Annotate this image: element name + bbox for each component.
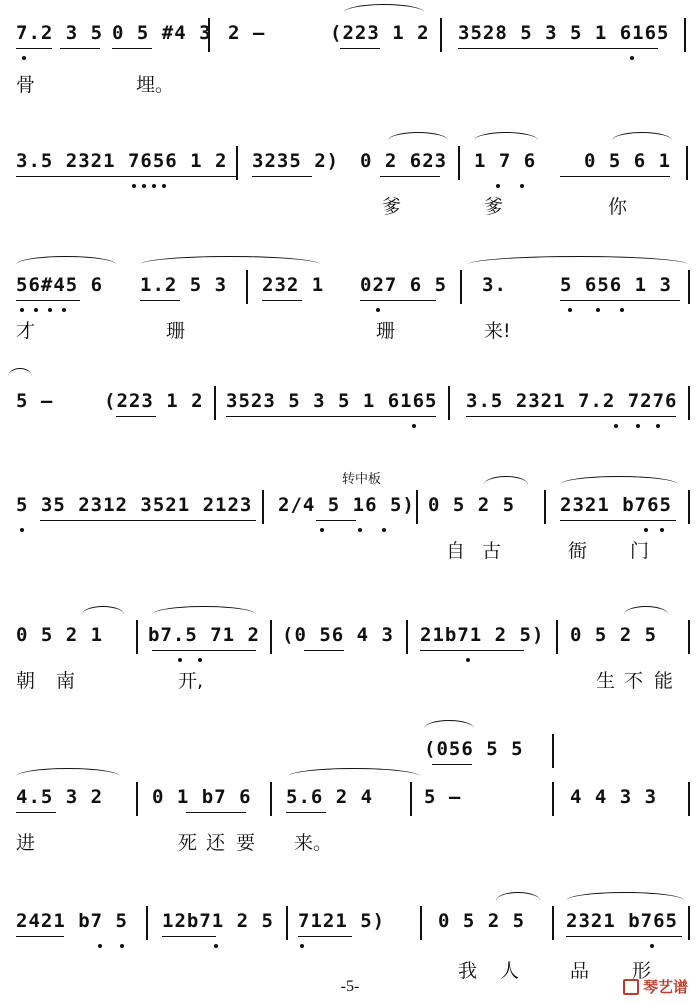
- lyric: 不: [624, 670, 644, 692]
- measure: 5.6 2 4: [286, 786, 374, 808]
- watermark-text: 琴艺谱: [642, 979, 688, 996]
- lyric: 还: [206, 832, 226, 854]
- measure: 2321 b765: [560, 494, 672, 516]
- lyric: 形: [632, 960, 652, 982]
- measure: (223 1 2: [104, 390, 204, 412]
- measure: (0 56 4 3: [282, 624, 394, 646]
- lyric: 你: [608, 196, 628, 218]
- tempo-marking: 转中板: [342, 472, 382, 487]
- lyric: 珊: [376, 320, 396, 342]
- measure: 0 2 623: [360, 150, 448, 172]
- lyric: 要: [236, 832, 256, 854]
- lyric: 珊: [166, 320, 186, 342]
- measure: 0 5 #4 3: [112, 22, 212, 44]
- lyric: 骨: [16, 74, 36, 96]
- lyric: 门: [630, 540, 650, 562]
- measure: 7121 5): [298, 910, 386, 932]
- measure: 12b71 2 5: [162, 910, 274, 932]
- lyric: 衙: [568, 540, 588, 562]
- measure: (223 1 2: [330, 22, 430, 44]
- site-watermark: [623, 976, 688, 997]
- measure: 2 –: [228, 22, 266, 44]
- measure: 232 1: [262, 274, 325, 296]
- lyric: 开,: [178, 670, 204, 692]
- measure: 7.2 3 5: [16, 22, 104, 44]
- lyric: 爹: [382, 196, 402, 218]
- measure: 3523 5 3 5 1 6165: [226, 390, 438, 412]
- measure: 2/4 5 16 5): [278, 494, 415, 516]
- lyric: 自: [446, 540, 466, 562]
- lyric: 来!: [484, 320, 511, 342]
- measure: 0 5 2 5: [570, 624, 658, 646]
- lyric: 南: [56, 670, 76, 692]
- measure: 2421 b7 5: [16, 910, 128, 932]
- measure: 5 656 1 3: [560, 274, 672, 296]
- lyric: 朝: [16, 670, 36, 692]
- measure: 3.5 2321 7.2 7276: [466, 390, 678, 412]
- lyric: 埋。: [136, 74, 175, 96]
- lyric: 爹: [484, 196, 504, 218]
- lyric: 生: [596, 670, 616, 692]
- measure: 0 5 2 1: [16, 624, 104, 646]
- measure: b7.5 71 2: [148, 624, 260, 646]
- measure: 0 5 2 5: [438, 910, 526, 932]
- measure: 3.5 2321 7656 1 2: [16, 150, 228, 172]
- lyric: 才: [16, 320, 36, 342]
- page-number: -5-: [340, 978, 360, 995]
- lyric: 能: [654, 670, 674, 692]
- measure: 1.2 5 3: [140, 274, 228, 296]
- measure: 56#45 6: [16, 274, 104, 296]
- measure: 5 35 2312 3521 2123: [16, 494, 253, 516]
- measure: 027 6 5: [360, 274, 448, 296]
- lyric: 来。: [294, 832, 333, 854]
- lyric: 古: [482, 540, 502, 562]
- measure: 0 5 6 1: [584, 150, 672, 172]
- measure: 3528 5 3 5 1 6165: [458, 22, 670, 44]
- lyric: 品: [570, 960, 590, 982]
- lyric: 人: [500, 960, 520, 982]
- measure: 3.: [482, 274, 507, 296]
- measure: 2321 b765: [566, 910, 678, 932]
- lyric: 进: [16, 832, 36, 854]
- lyric: 我: [458, 960, 478, 982]
- measure: 1 7 6: [474, 150, 537, 172]
- lyric: 死: [178, 832, 198, 854]
- measure: 5 –: [16, 390, 54, 412]
- measure: 5 –: [424, 786, 462, 808]
- logo-icon: [623, 979, 639, 995]
- measure: 0 1 b7 6: [152, 786, 252, 808]
- measure: 0 5 2 5: [428, 494, 516, 516]
- measure: 21b71 2 5): [420, 624, 545, 646]
- measure: (056 5 5: [424, 738, 524, 760]
- measure: 3235 2): [252, 150, 340, 172]
- measure: 4 4 3 3: [570, 786, 658, 808]
- measure: 4.5 3 2: [16, 786, 104, 808]
